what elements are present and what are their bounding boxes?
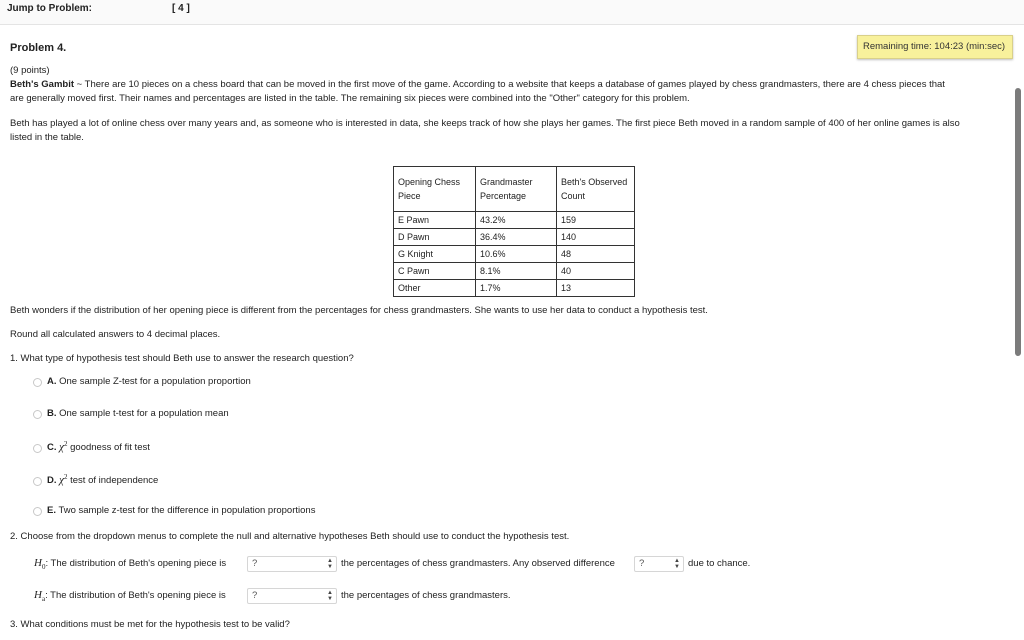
table-cell: 140 (557, 229, 635, 246)
rounding-note: Round all calculated answers to 4 decimal places. (10, 329, 221, 340)
header-opening-piece: Opening Chess Piece (394, 167, 476, 212)
table-row (394, 229, 635, 246)
option-c-label[interactable]: C. $\chi^2$ goodness of fit test (47, 440, 150, 453)
vertical-scrollbar[interactable] (1015, 88, 1021, 356)
alt-hypothesis-select[interactable]: ? ▲ ▼ (247, 588, 337, 604)
table-cell: 43.2% (476, 212, 557, 229)
option-b-radio[interactable] (33, 410, 42, 419)
jump-to-problem-label: Jump to Problem: (7, 3, 93, 14)
table-row (394, 212, 635, 229)
header-beth-count: Beth's Observed Count (557, 167, 635, 212)
alt-hypothesis-symbol: $H_a$ (34, 589, 46, 604)
intro-line-2: are generally moved first. Their names and percentages are listed in the table. The remaining six pieces were combined into the "Other" category for this problem. (10, 93, 690, 104)
table-cell: 13 (557, 280, 635, 297)
question-2-text: 2. Choose from the dropdown menus to complete the null and alternative hypotheses Beth should use to conduct the hypothesis test. (10, 531, 570, 542)
table-cell: 159 (557, 212, 635, 229)
intro-paragraph (10, 78, 1015, 106)
table-cell: 40 (557, 263, 635, 280)
question-1-text: 1. What type of hypothesis test should Beth use to answer the research question? (10, 353, 354, 364)
option-e-label[interactable]: E. Two sample z-test for the difference in population proportions (47, 505, 316, 516)
alt-hypothesis-prefix: $H_a$: The distribution of Beth's opening piece is (34, 589, 226, 604)
chess-data-table (393, 166, 635, 297)
chi-squared-symbol: $\chi^2$ (59, 440, 68, 453)
option-d-label[interactable]: D. $\chi^2$ test of independence (47, 473, 159, 486)
table-cell: 36.4% (476, 229, 557, 246)
select-arrows-icon: ▲ ▼ (327, 590, 333, 602)
option-a-label[interactable]: A. One sample Z-test for a population proportion (47, 376, 251, 387)
null-hypothesis-select-2[interactable]: ? ▲ ▼ (634, 556, 684, 572)
option-b-label[interactable]: B. One sample t-test for a population mean (47, 408, 229, 419)
table-cell: 48 (557, 246, 635, 263)
table-cell: Other (394, 280, 476, 297)
top-bar (0, 0, 1024, 25)
table-cell: C Pawn (394, 263, 476, 280)
null-hypothesis-prefix: $H_0$: The distribution of Beth's opening piece is (34, 557, 227, 572)
beth-line-1: Beth has played a lot of online chess over many years and, as someone who is interested in data, she keeps track of how she plays her games. The first piece Beth moved in a random sample of 400 of her online games is also (10, 118, 960, 129)
intro-line-1: ~ There are 10 pieces on a chess board that can be moved in the first move of the game. According to a website that keeps a database of games played by chess grandmasters, there are 4 chess pieces that (74, 79, 945, 90)
table-cell: E Pawn (394, 212, 476, 229)
question-3-text: 3. What conditions must be met for the hypothesis test to be valid? (10, 619, 290, 630)
option-c-radio[interactable] (33, 444, 42, 453)
table-cell: 8.1% (476, 263, 557, 280)
select-arrows-icon: ▲ ▼ (674, 558, 680, 570)
option-a-radio[interactable] (33, 378, 42, 387)
problem-title: Problem 4. (10, 42, 67, 54)
problem-page-link[interactable]: [ 4 ] (172, 3, 190, 14)
table-cell: G Knight (394, 246, 476, 263)
table-cell: 1.7% (476, 280, 557, 297)
null-hypothesis-select-1[interactable]: ? ▲ ▼ (247, 556, 337, 572)
beth-line-2: listed in the table. (10, 132, 84, 143)
header-grandmaster-pct: Grandmaster Percentage (476, 167, 557, 212)
table-row (394, 280, 635, 297)
option-d-radio[interactable] (33, 477, 42, 486)
hypothesis-context-text: Beth wonders if the distribution of her opening piece is different from the percentages for chess grandmasters. She wants to use her data to conduct a hypothesis test. (10, 305, 708, 316)
points-text: (9 points) (10, 65, 50, 76)
intro-title: Beth's Gambit (10, 79, 75, 90)
alt-hypothesis-suffix: the percentages of chess grandmasters. (341, 590, 511, 601)
table-row (394, 263, 635, 280)
null-hypothesis-symbol: $H_0$ (34, 557, 46, 572)
remaining-time-badge: Remaining time: 104:23 (min:sec) (857, 35, 1013, 59)
table-row (394, 246, 635, 263)
select-arrows-icon: ▲ ▼ (327, 558, 333, 570)
option-e-radio[interactable] (33, 507, 42, 516)
chi-squared-symbol: $\chi^2$ (59, 473, 68, 486)
table-header-row (394, 167, 635, 212)
null-hypothesis-middle: the percentages of chess grandmasters. Any observed difference (341, 558, 615, 569)
table-cell: D Pawn (394, 229, 476, 246)
beth-paragraph (10, 117, 1015, 145)
null-hypothesis-suffix: due to chance. (688, 558, 751, 569)
table-cell: 10.6% (476, 246, 557, 263)
